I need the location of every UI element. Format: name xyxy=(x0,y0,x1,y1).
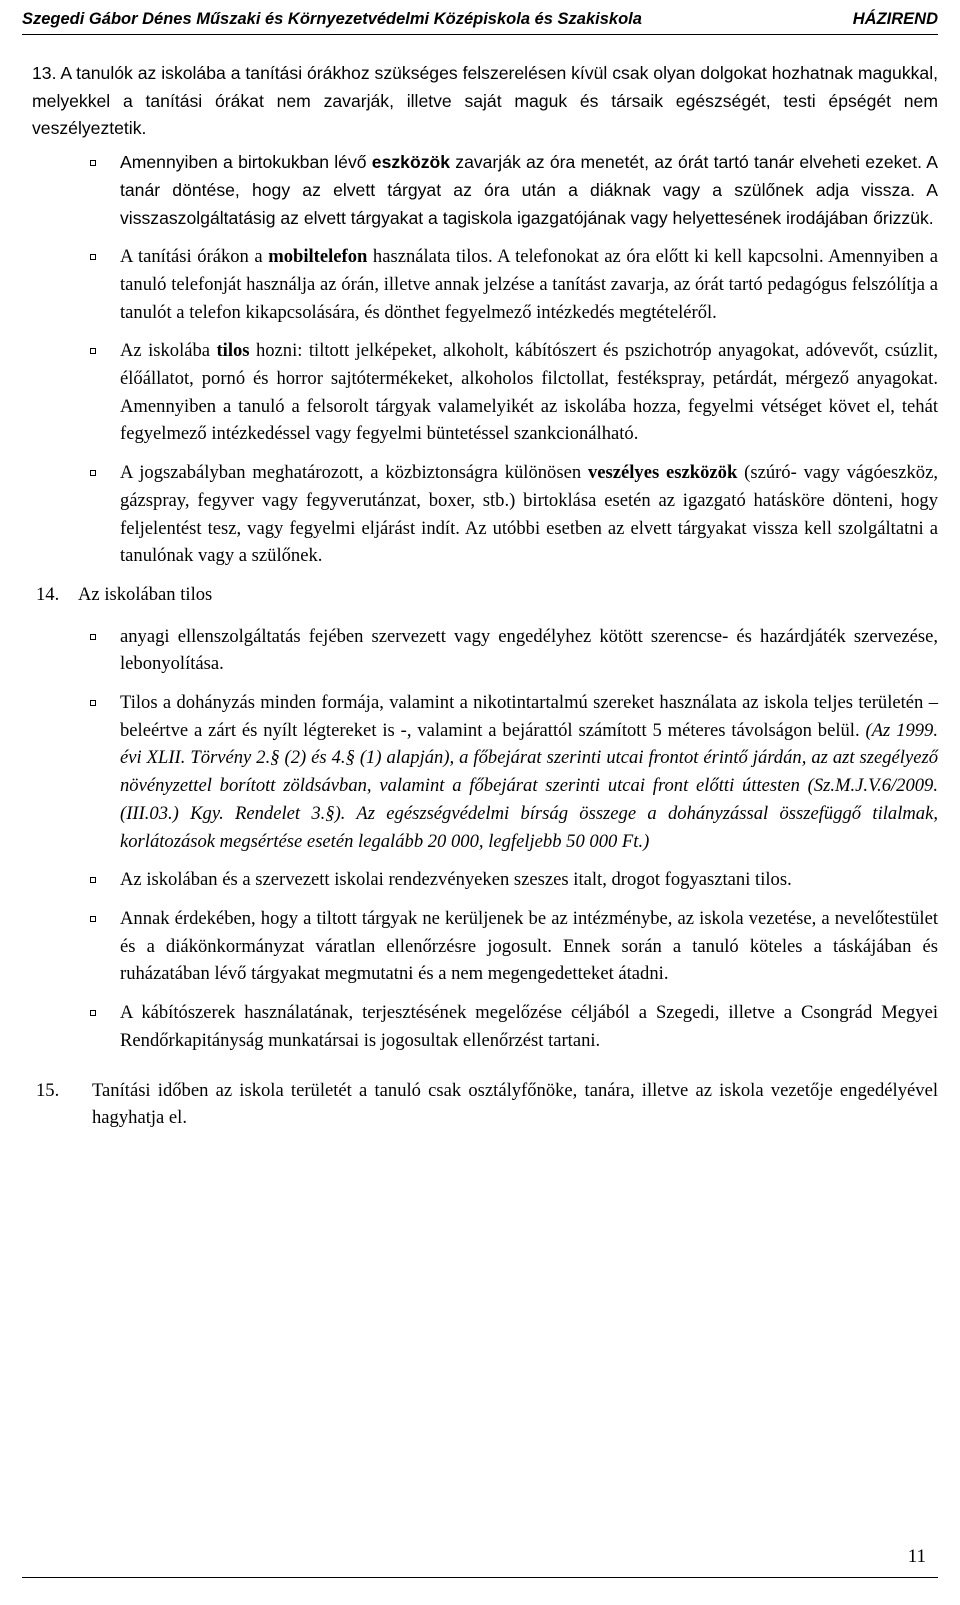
square-bullet-icon xyxy=(90,877,96,883)
list-item xyxy=(32,689,938,855)
bullet-text: zavarják az óra menetét, az órát tartó tanár elveheti ezeket. A tanár döntése, hogy az elvett tárgyat az óra után a diáknak vagy a szülőnek adja vissza. A visszaszolgáltatásig az elvett tárgyakat a tagiskola igazgatójának vagy helyettesének irodájában őrizzük. xyxy=(120,152,938,228)
footer-divider xyxy=(22,1577,938,1578)
bullet-text: Amennyiben a birtokukban lévő xyxy=(120,152,372,173)
list-item xyxy=(32,459,938,570)
list-item xyxy=(32,149,938,232)
list-item xyxy=(32,243,938,326)
square-bullet-icon xyxy=(90,160,96,166)
bullet-text: (szúró- vagy vágóeszköz, gázspray, fegyver vagy fegyverutánzat, boxer, stb.) birtoklása esetén az igazgató hatásköre dönteni, hogy feljelentést tesz, vagy fegyelmi eljárást indít. Az utóbbi esetben az elvett tárgyakat vissza kell szolgáltatni a tanulónak vagy a szülőnek. xyxy=(120,462,938,567)
bullet-text: Annak érdekében, hogy a tiltott tárgyak ne kerüljenek be az intézménybe, az iskola vezetése, a nevelőtestület és a diákönkormányzat váratlan ellenőrzésre jogosult. Ennek során a tanuló köteles a táskájában és ruházatában lévő tárgyakat megmutatni és a nem megengedetteket átadni. xyxy=(120,907,938,985)
bullet-text: Tilos a dohányzás minden formája, valamint a nikotintartalmú szereket használata az iskola teljes területén – beleértve a zárt és nyílt légtereket is -, valamint a bejárattól számított 5 méteres távolságon belül. xyxy=(120,692,938,741)
section-number: 14. xyxy=(36,583,60,605)
section-number: 15. xyxy=(36,1079,60,1101)
section-13-intro: A tanulók az iskolába a tanítási órákhoz szükséges felszerelésen kívül csak olyan dolgokat hozhatnak magukkal, melyekkel a tanítási órákat nem zavarják, illetve saját maguk és társaik egészségét, testi épségét nem veszélyeztetik. xyxy=(32,63,938,139)
bullet-bold-text: veszélyes eszközök xyxy=(587,462,738,484)
bullet-text: A tanítási órákon a xyxy=(120,246,269,268)
list-item xyxy=(32,623,938,678)
document-title: HÁZIREND xyxy=(852,9,938,28)
section-14 xyxy=(32,581,938,609)
bullet-bold-text: eszközök xyxy=(371,152,451,173)
section-number: 13. xyxy=(32,63,57,83)
square-bullet-icon xyxy=(90,470,96,476)
school-name: Szegedi Gábor Dénes Műszaki és Környezetvédelmi Középiskola és Szakiskola xyxy=(22,9,642,28)
square-bullet-icon xyxy=(90,1010,96,1016)
bullet-bold-text: mobiltelefon xyxy=(268,246,368,268)
section-14-intro: Az iskolában tilos xyxy=(78,583,213,605)
bullet-text: használata tilos. A telefonokat az óra előtt ki kell kapcsolni. Amennyiben a tanuló telefonját használja az órán, illetve annak jelzése a tanítást zavarja, az órát tartó pedagógus felszólítja a tanulót a telefon kikapcsolására, és dönthet fegyelmező intézkedés megtételéről. xyxy=(120,246,938,323)
document-body xyxy=(32,60,938,1132)
section-13 xyxy=(32,60,938,143)
page-number: 11 xyxy=(907,1546,926,1567)
bullet-text: anyagi ellenszolgáltatás fejében szervezett vagy engedélyhez kötött szerencse- és hazárdjáték szervezése, lebonyolítása. xyxy=(120,625,938,675)
bullet-bold-text: tilos xyxy=(216,340,250,362)
square-bullet-icon xyxy=(90,254,96,260)
bullet-text: A kábítószerek használatának, terjesztésének megelőzése céljából a Szegedi, illetve a Csongrád Megyei Rendőrkapitányság munkatársai is jogosultak ellenőrzést tartani. xyxy=(120,1002,938,1051)
page-header xyxy=(22,4,938,35)
bullet-text: Az iskolába xyxy=(120,340,217,362)
section-15 xyxy=(32,1077,938,1132)
section-13-bullets xyxy=(32,149,938,570)
bullet-italic-text: (Az 1999. évi XLII. Törvény 2.§ (2) és 4.§ (1) alapján), a főbejárat szerinti utcai frontot érintő járdán, az azt szegélyező növényzettel borított zöldsávban, valamint a főbejárat szerinti utcai front előtti úttesten (Sz.M.J.V.6/2009.(III.03.) Kgy. Rendelet 3.§). Az egészségvédelmi bírság összege a dohányzással összefüggő tilalmak, korlátozások megsértése esetén legalább 20 000, legfeljebb 50 000 Ft.) xyxy=(120,719,938,852)
bullet-text: A jogszabályban meghatározott, a közbiztonságra különösen xyxy=(120,462,588,484)
square-bullet-icon xyxy=(90,700,96,706)
bullet-text: Az iskolában és a szervezett iskolai rendezvényeken szeszes italt, drogot fogyasztani tilos. xyxy=(120,869,792,891)
list-item xyxy=(32,905,938,988)
section-14-bullets xyxy=(32,623,938,1055)
section-15-text: Tanítási időben az iskola területét a tanuló csak osztályfőnöke, tanára, illetve az iskola vezetője engedélyével hagyhatja el. xyxy=(92,1079,938,1129)
square-bullet-icon xyxy=(90,916,96,922)
square-bullet-icon xyxy=(90,348,96,354)
square-bullet-icon xyxy=(90,634,96,640)
list-item xyxy=(32,337,938,448)
list-item xyxy=(32,999,938,1054)
bullet-text: hozni: tiltott jelképeket, alkoholt, kábítószert és pszichotróp anyagokat, adóvevőt, csúzlit, élőállatot, pornó és horror sajtótermékeket, alkoholos filctollat, festékspray, petárdát, mérgező anyagokat. Amennyiben a tanuló a felsorolt tárgyak valamelyikét az iskolába hozza, fegyelmi vétséget követ el, tehát fegyelmező intézkedéssel vagy fegyelmi büntetéssel szankcionálható. xyxy=(120,340,938,445)
list-item xyxy=(32,866,938,894)
